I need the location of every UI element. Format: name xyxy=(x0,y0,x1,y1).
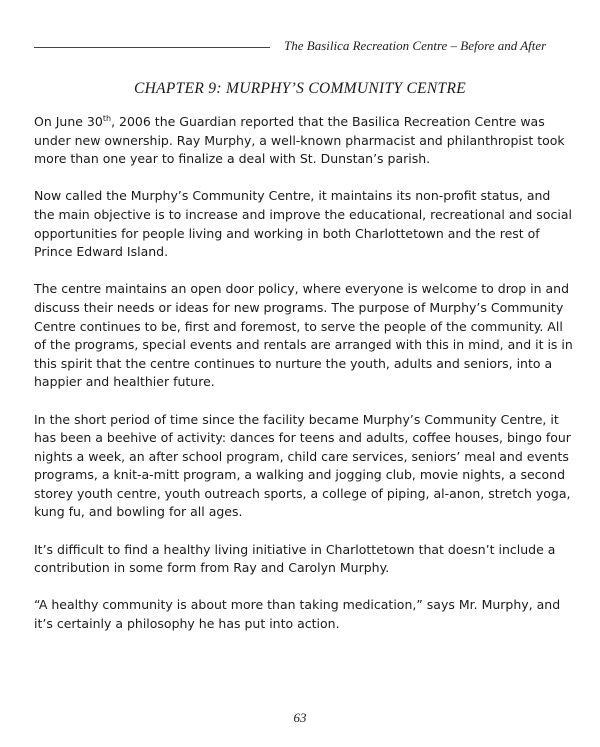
paragraph-2: Now called the Murphy’s Community Centre, it maintains its non-profit status, and the main objective is to increase and improve the educational, recreational and social opportunities for people living and working in both Charlottetown and the rest of Prince Edward Island. xyxy=(34,188,572,260)
paragraph-5: It’s difficult to find a healthy living initiative in Charlottetown that doesn’t include a contribution in some form from Ray and Carolyn Murphy. xyxy=(34,541,556,576)
body-text xyxy=(34,113,574,652)
paragraph-3: The centre maintains an open door policy, where everyone is welcome to drop in and discuss their needs or ideas for new programs. The purpose of Murphy’s Community Centre continues to be, first and foremost, to serve the people of the community. All of the programs, special events and rentals are arranged with this in mind, and it is in this spirit that the centre continues to nurture the youth, adults and seniors, into a happier and healthier future. xyxy=(34,281,573,390)
page-number: 63 xyxy=(293,710,307,725)
running-head: The Basilica Recreation Centre – Before and After xyxy=(284,38,547,53)
paragraph-6: “A healthy community is about more than taking medication,” says Mr. Murphy, and it’s certainly a philosophy he has put into action. xyxy=(34,597,561,632)
paragraph-4: In the short period of time since the facility became Murphy’s Community Centre, it has been a beehive of activity: dances for teens and adults, coffee houses, bingo four nights a week, an after school program, child care services, seniors’ meal and events programs, a knit-a-mitt program, a walking and jogging club, movie nights, a second storey youth centre, youth outreach sports, a college of piping, al-anon, stretch yoga, kung fu, and bowling for all ages. xyxy=(34,411,571,520)
header-rule xyxy=(34,47,270,48)
chapter-title: CHAPTER 9: MURPHY’S COMMUNITY CENTRE xyxy=(134,80,466,97)
paragraph-1-rest: , 2006 the Guardian reported that the Basilica Recreation Centre was under new ownership. Ray Murphy, a well-known pharmacist and philanthropist took more than one year to finalize a deal with St. Dunstan’s parish. xyxy=(34,114,565,167)
ordinal-suffix: th xyxy=(102,113,112,123)
paragraph-1-lead: On June 30 xyxy=(34,114,103,129)
paragraph-1 xyxy=(34,113,574,169)
